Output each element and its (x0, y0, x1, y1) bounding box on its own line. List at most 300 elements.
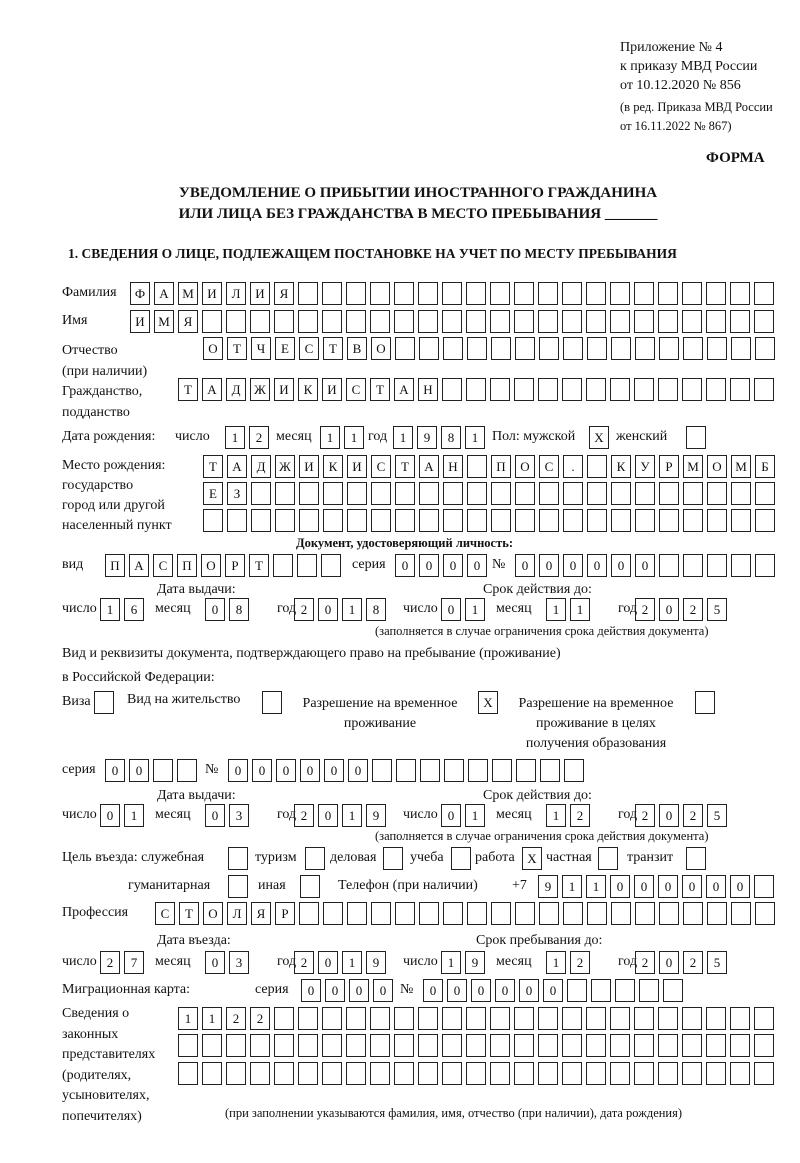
char-cell[interactable]: 1 (465, 598, 485, 621)
char-cell[interactable]: 0 (659, 951, 679, 974)
char-cell[interactable] (420, 759, 440, 782)
char-cell[interactable] (299, 482, 319, 505)
char-cell[interactable]: 0 (659, 598, 679, 621)
char-cell[interactable] (658, 310, 678, 333)
char-cell[interactable]: 0 (611, 554, 631, 577)
char-cell[interactable] (610, 282, 630, 305)
char-cell[interactable] (634, 1007, 654, 1030)
char-cell[interactable]: Р (659, 455, 679, 478)
char-cell[interactable] (178, 1062, 198, 1085)
char-cell[interactable] (442, 378, 462, 401)
char-cell[interactable] (467, 902, 487, 925)
char-cell[interactable]: М (154, 310, 174, 333)
char-cell[interactable] (492, 759, 512, 782)
char-cell[interactable]: 2 (683, 804, 703, 827)
char-cell[interactable]: Ф (130, 282, 150, 305)
char-cell[interactable] (586, 1007, 606, 1030)
char-cell[interactable]: 1 (320, 426, 340, 449)
char-cell[interactable]: 0 (318, 951, 338, 974)
char-cell[interactable] (177, 759, 197, 782)
char-cell[interactable] (658, 1007, 678, 1030)
char-cell[interactable] (682, 378, 702, 401)
char-cell[interactable] (346, 1007, 366, 1030)
char-cell[interactable]: Я (274, 282, 294, 305)
char-cell[interactable] (587, 337, 607, 360)
char-cell[interactable] (490, 1007, 510, 1030)
char-cell[interactable] (490, 282, 510, 305)
char-cell[interactable] (250, 310, 270, 333)
char-cell[interactable] (538, 1034, 558, 1057)
char-cell[interactable]: 1 (202, 1007, 222, 1030)
char-cell[interactable]: 0 (318, 804, 338, 827)
char-cell[interactable] (755, 554, 775, 577)
char-cell[interactable]: 2 (250, 1007, 270, 1030)
char-cell[interactable]: 0 (301, 979, 321, 1002)
char-cell[interactable] (466, 310, 486, 333)
char-cell[interactable]: 0 (252, 759, 272, 782)
char-cell[interactable]: 0 (205, 804, 225, 827)
char-cell[interactable] (539, 337, 559, 360)
char-cell[interactable] (321, 554, 341, 577)
char-cell[interactable]: 1 (342, 951, 362, 974)
char-cell[interactable]: И (322, 378, 342, 401)
char-cell[interactable]: 0 (539, 554, 559, 577)
char-cell[interactable] (538, 282, 558, 305)
char-cell[interactable] (611, 509, 631, 532)
char-cell[interactable]: А (202, 378, 222, 401)
char-cell[interactable] (305, 847, 325, 870)
char-cell[interactable]: Т (249, 554, 269, 577)
char-cell[interactable] (730, 378, 750, 401)
char-cell[interactable] (202, 1062, 222, 1085)
char-cell[interactable] (491, 902, 511, 925)
char-cell[interactable] (442, 310, 462, 333)
char-cell[interactable] (322, 282, 342, 305)
char-cell[interactable] (490, 378, 510, 401)
char-cell[interactable] (658, 1062, 678, 1085)
char-cell[interactable]: 9 (465, 951, 485, 974)
char-cell[interactable] (586, 1034, 606, 1057)
char-cell[interactable] (468, 759, 488, 782)
char-cell[interactable] (298, 1007, 318, 1030)
char-cell[interactable]: 0 (318, 598, 338, 621)
char-cell[interactable] (695, 691, 715, 714)
char-cell[interactable] (442, 1034, 462, 1057)
char-cell[interactable]: Т (323, 337, 343, 360)
char-cell[interactable] (538, 310, 558, 333)
char-cell[interactable] (563, 482, 583, 505)
char-cell[interactable]: 0 (682, 875, 702, 898)
char-cell[interactable]: И (250, 282, 270, 305)
char-cell[interactable] (514, 1007, 534, 1030)
char-cell[interactable] (563, 509, 583, 532)
char-cell[interactable] (610, 1062, 630, 1085)
char-cell[interactable] (639, 979, 659, 1002)
char-cell[interactable] (731, 337, 751, 360)
char-cell[interactable]: С (371, 455, 391, 478)
char-cell[interactable] (659, 554, 679, 577)
char-cell[interactable]: 0 (495, 979, 515, 1002)
char-cell[interactable] (322, 310, 342, 333)
char-cell[interactable] (153, 759, 173, 782)
char-cell[interactable]: 0 (635, 554, 655, 577)
char-cell[interactable] (754, 1062, 774, 1085)
char-cell[interactable] (586, 282, 606, 305)
char-cell[interactable]: 2 (226, 1007, 246, 1030)
char-cell[interactable] (467, 337, 487, 360)
char-cell[interactable] (370, 1034, 390, 1057)
char-cell[interactable]: 0 (349, 979, 369, 1002)
char-cell[interactable] (587, 902, 607, 925)
char-cell[interactable] (490, 1034, 510, 1057)
char-cell[interactable]: К (323, 455, 343, 478)
char-cell[interactable] (659, 482, 679, 505)
char-cell[interactable] (707, 337, 727, 360)
char-cell[interactable] (730, 1034, 750, 1057)
char-cell[interactable] (663, 979, 683, 1002)
char-cell[interactable]: А (227, 455, 247, 478)
char-cell[interactable]: А (394, 378, 414, 401)
char-cell[interactable]: 2 (635, 951, 655, 974)
char-cell[interactable]: С (299, 337, 319, 360)
char-cell[interactable] (611, 902, 631, 925)
char-cell[interactable] (346, 282, 366, 305)
char-cell[interactable] (754, 378, 774, 401)
char-cell[interactable] (706, 1007, 726, 1030)
char-cell[interactable] (567, 979, 587, 1002)
char-cell[interactable]: 1 (546, 804, 566, 827)
char-cell[interactable]: Л (226, 282, 246, 305)
char-cell[interactable]: 0 (441, 598, 461, 621)
char-cell[interactable]: 0 (515, 554, 535, 577)
char-cell[interactable] (586, 310, 606, 333)
char-cell[interactable] (731, 509, 751, 532)
char-cell[interactable] (370, 310, 390, 333)
char-cell[interactable] (635, 337, 655, 360)
char-cell[interactable] (706, 1062, 726, 1085)
char-cell[interactable]: . (563, 455, 583, 478)
char-cell[interactable] (370, 1007, 390, 1030)
char-cell[interactable] (323, 902, 343, 925)
char-cell[interactable]: 2 (570, 804, 590, 827)
char-cell[interactable] (418, 1062, 438, 1085)
char-cell[interactable] (273, 554, 293, 577)
char-cell[interactable] (297, 554, 317, 577)
char-cell[interactable]: О (201, 554, 221, 577)
char-cell[interactable]: 0 (276, 759, 296, 782)
char-cell[interactable]: Ч (251, 337, 271, 360)
char-cell[interactable] (322, 1062, 342, 1085)
char-cell[interactable] (754, 1034, 774, 1057)
char-cell[interactable] (516, 759, 536, 782)
char-cell[interactable]: Р (225, 554, 245, 577)
char-cell[interactable] (515, 902, 535, 925)
char-cell[interactable]: У (635, 455, 655, 478)
char-cell[interactable]: Т (179, 902, 199, 925)
char-cell[interactable]: Т (203, 455, 223, 478)
char-cell[interactable]: К (611, 455, 631, 478)
char-cell[interactable] (299, 509, 319, 532)
char-cell[interactable]: 9 (366, 804, 386, 827)
char-cell[interactable] (202, 1034, 222, 1057)
char-cell[interactable]: 8 (229, 598, 249, 621)
char-cell[interactable]: 0 (587, 554, 607, 577)
char-cell[interactable] (610, 378, 630, 401)
char-cell[interactable]: Н (418, 378, 438, 401)
char-cell[interactable]: 2 (683, 951, 703, 974)
char-cell[interactable]: 2 (294, 804, 314, 827)
char-cell[interactable] (658, 378, 678, 401)
char-cell[interactable] (275, 482, 295, 505)
char-cell[interactable] (755, 337, 775, 360)
char-cell[interactable] (730, 1007, 750, 1030)
char-cell[interactable] (419, 509, 439, 532)
char-cell[interactable]: 7 (124, 951, 144, 974)
char-cell[interactable] (586, 378, 606, 401)
char-cell[interactable]: 0 (129, 759, 149, 782)
char-cell[interactable] (419, 902, 439, 925)
char-cell[interactable] (466, 378, 486, 401)
char-cell[interactable] (634, 282, 654, 305)
char-cell[interactable]: М (683, 455, 703, 478)
char-cell[interactable]: 1 (342, 598, 362, 621)
char-cell[interactable]: А (419, 455, 439, 478)
char-cell[interactable] (611, 337, 631, 360)
char-cell[interactable] (443, 902, 463, 925)
char-cell[interactable]: 2 (570, 951, 590, 974)
char-cell[interactable] (682, 310, 702, 333)
char-cell[interactable] (514, 282, 534, 305)
char-cell[interactable]: Я (251, 902, 271, 925)
char-cell[interactable] (442, 1062, 462, 1085)
char-cell[interactable]: 0 (423, 979, 443, 1002)
char-cell[interactable] (346, 310, 366, 333)
char-cell[interactable] (514, 1062, 534, 1085)
char-cell[interactable]: Ж (250, 378, 270, 401)
char-cell[interactable] (419, 337, 439, 360)
char-cell[interactable] (443, 337, 463, 360)
char-cell[interactable]: 0 (519, 979, 539, 1002)
char-cell[interactable] (635, 509, 655, 532)
char-cell[interactable] (562, 378, 582, 401)
char-cell[interactable]: М (178, 282, 198, 305)
char-cell[interactable] (707, 902, 727, 925)
char-cell[interactable] (706, 310, 726, 333)
char-cell[interactable] (395, 482, 415, 505)
char-cell[interactable] (634, 1062, 654, 1085)
char-cell[interactable]: 2 (294, 598, 314, 621)
char-cell[interactable] (730, 1062, 750, 1085)
char-cell[interactable]: X (478, 691, 498, 714)
char-cell[interactable]: С (346, 378, 366, 401)
char-cell[interactable] (634, 378, 654, 401)
char-cell[interactable]: 0 (100, 804, 120, 827)
char-cell[interactable] (394, 282, 414, 305)
char-cell[interactable] (682, 1034, 702, 1057)
char-cell[interactable] (538, 1007, 558, 1030)
char-cell[interactable] (370, 1062, 390, 1085)
char-cell[interactable] (346, 1034, 366, 1057)
char-cell[interactable]: 1 (342, 804, 362, 827)
char-cell[interactable]: Т (227, 337, 247, 360)
char-cell[interactable] (467, 455, 487, 478)
char-cell[interactable]: Т (395, 455, 415, 478)
char-cell[interactable]: 0 (205, 598, 225, 621)
char-cell[interactable] (275, 509, 295, 532)
char-cell[interactable] (323, 509, 343, 532)
char-cell[interactable] (634, 1034, 654, 1057)
char-cell[interactable]: Р (275, 902, 295, 925)
char-cell[interactable]: О (707, 455, 727, 478)
char-cell[interactable]: С (539, 455, 559, 478)
char-cell[interactable] (443, 509, 463, 532)
char-cell[interactable] (515, 482, 535, 505)
char-cell[interactable] (228, 847, 248, 870)
char-cell[interactable] (683, 509, 703, 532)
char-cell[interactable] (467, 482, 487, 505)
char-cell[interactable] (262, 691, 282, 714)
char-cell[interactable] (538, 378, 558, 401)
char-cell[interactable] (394, 1034, 414, 1057)
char-cell[interactable] (540, 759, 560, 782)
char-cell[interactable]: 2 (635, 598, 655, 621)
char-cell[interactable]: 5 (707, 598, 727, 621)
char-cell[interactable] (346, 1062, 366, 1085)
char-cell[interactable]: Е (275, 337, 295, 360)
char-cell[interactable]: 0 (634, 875, 654, 898)
char-cell[interactable]: 0 (447, 979, 467, 1002)
char-cell[interactable] (683, 554, 703, 577)
char-cell[interactable]: 3 (229, 804, 249, 827)
char-cell[interactable]: 2 (294, 951, 314, 974)
char-cell[interactable]: Н (443, 455, 463, 478)
char-cell[interactable]: С (153, 554, 173, 577)
char-cell[interactable] (394, 310, 414, 333)
char-cell[interactable] (659, 337, 679, 360)
char-cell[interactable]: 6 (124, 598, 144, 621)
char-cell[interactable] (298, 1062, 318, 1085)
char-cell[interactable]: 0 (105, 759, 125, 782)
char-cell[interactable] (347, 509, 367, 532)
char-cell[interactable]: Л (227, 902, 247, 925)
char-cell[interactable] (610, 1007, 630, 1030)
char-cell[interactable] (371, 482, 391, 505)
char-cell[interactable] (451, 847, 471, 870)
char-cell[interactable] (755, 509, 775, 532)
char-cell[interactable] (515, 509, 535, 532)
char-cell[interactable]: 3 (229, 951, 249, 974)
char-cell[interactable] (347, 902, 367, 925)
char-cell[interactable] (395, 337, 415, 360)
char-cell[interactable] (274, 1007, 294, 1030)
char-cell[interactable] (298, 1034, 318, 1057)
char-cell[interactable]: О (203, 902, 223, 925)
char-cell[interactable] (706, 1034, 726, 1057)
char-cell[interactable]: 0 (467, 554, 487, 577)
char-cell[interactable] (490, 1062, 510, 1085)
char-cell[interactable] (587, 455, 607, 478)
char-cell[interactable] (394, 1007, 414, 1030)
char-cell[interactable] (250, 1062, 270, 1085)
char-cell[interactable]: 0 (659, 804, 679, 827)
char-cell[interactable]: 0 (300, 759, 320, 782)
char-cell[interactable]: Д (226, 378, 246, 401)
char-cell[interactable] (300, 875, 320, 898)
char-cell[interactable] (274, 310, 294, 333)
char-cell[interactable] (466, 1062, 486, 1085)
char-cell[interactable] (586, 1062, 606, 1085)
char-cell[interactable]: 0 (324, 759, 344, 782)
char-cell[interactable]: 1 (225, 426, 245, 449)
char-cell[interactable] (611, 482, 631, 505)
char-cell[interactable] (418, 282, 438, 305)
char-cell[interactable]: 1 (124, 804, 144, 827)
char-cell[interactable] (370, 282, 390, 305)
char-cell[interactable] (635, 482, 655, 505)
char-cell[interactable] (707, 554, 727, 577)
char-cell[interactable] (562, 282, 582, 305)
char-cell[interactable] (322, 1034, 342, 1057)
char-cell[interactable]: 2 (635, 804, 655, 827)
char-cell[interactable]: 0 (730, 875, 750, 898)
char-cell[interactable]: 1 (465, 426, 485, 449)
char-cell[interactable] (706, 282, 726, 305)
char-cell[interactable] (562, 1062, 582, 1085)
char-cell[interactable] (491, 509, 511, 532)
char-cell[interactable] (491, 482, 511, 505)
char-cell[interactable] (347, 482, 367, 505)
char-cell[interactable] (274, 1034, 294, 1057)
char-cell[interactable]: 1 (393, 426, 413, 449)
char-cell[interactable] (299, 902, 319, 925)
char-cell[interactable] (682, 1007, 702, 1030)
char-cell[interactable]: З (227, 482, 247, 505)
char-cell[interactable] (466, 282, 486, 305)
char-cell[interactable]: 9 (417, 426, 437, 449)
char-cell[interactable] (707, 509, 727, 532)
char-cell[interactable]: 8 (441, 426, 461, 449)
char-cell[interactable] (466, 1034, 486, 1057)
char-cell[interactable] (564, 759, 584, 782)
char-cell[interactable] (94, 691, 114, 714)
char-cell[interactable] (514, 310, 534, 333)
char-cell[interactable]: В (347, 337, 367, 360)
char-cell[interactable] (754, 1007, 774, 1030)
char-cell[interactable] (442, 1007, 462, 1030)
char-cell[interactable] (323, 482, 343, 505)
char-cell[interactable] (706, 378, 726, 401)
char-cell[interactable]: И (130, 310, 150, 333)
char-cell[interactable]: 0 (419, 554, 439, 577)
char-cell[interactable] (371, 902, 391, 925)
char-cell[interactable]: 2 (683, 598, 703, 621)
char-cell[interactable] (298, 310, 318, 333)
char-cell[interactable] (658, 1034, 678, 1057)
char-cell[interactable]: С (155, 902, 175, 925)
char-cell[interactable] (491, 337, 511, 360)
char-cell[interactable] (514, 378, 534, 401)
char-cell[interactable] (298, 282, 318, 305)
char-cell[interactable]: X (589, 426, 609, 449)
char-cell[interactable] (419, 482, 439, 505)
char-cell[interactable]: 1 (546, 598, 566, 621)
char-cell[interactable] (731, 482, 751, 505)
char-cell[interactable]: 0 (443, 554, 463, 577)
char-cell[interactable] (226, 1034, 246, 1057)
char-cell[interactable] (754, 875, 774, 898)
char-cell[interactable]: X (522, 847, 542, 870)
char-cell[interactable]: 1 (100, 598, 120, 621)
